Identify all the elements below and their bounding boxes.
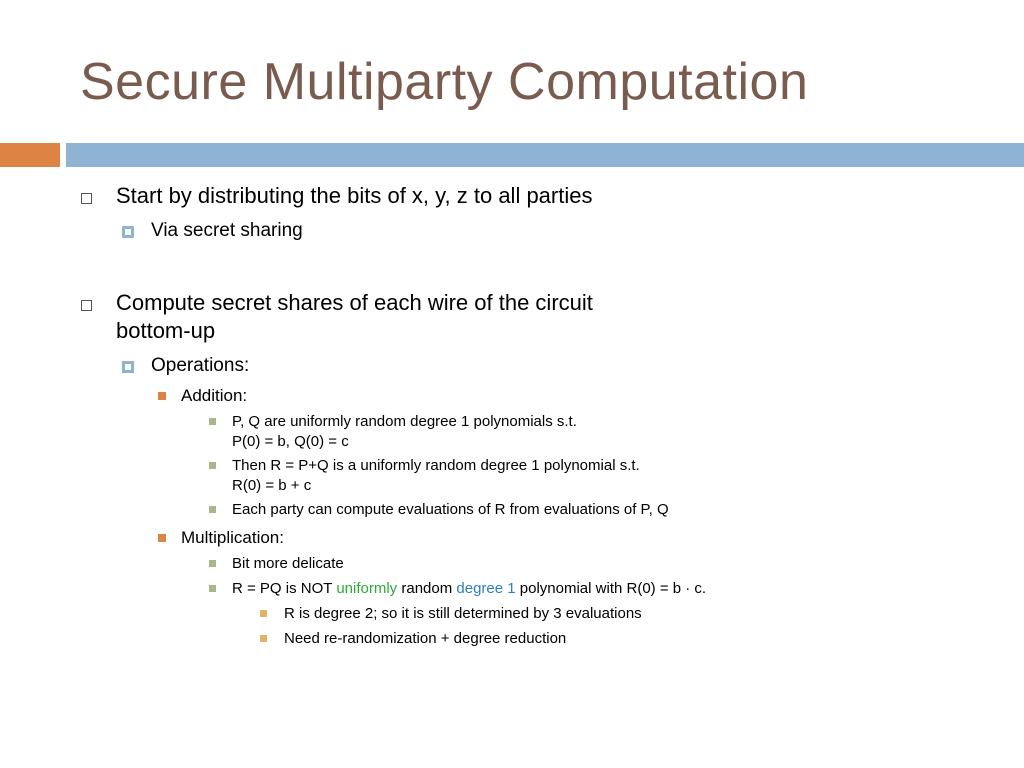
- bullet-addition: Addition:: [181, 386, 248, 405]
- bullet-add-pq-line2: P(0) = b, Q(0) = c: [232, 433, 349, 450]
- olive-square-bullet-icon: [209, 462, 216, 469]
- bullet-secret-sharing: Via secret sharing: [151, 220, 303, 241]
- bullet-mul-not-uniform: [232, 579, 706, 599]
- orange-square-bullet-icon: [158, 534, 166, 542]
- bullet-operations: Operations:: [151, 355, 250, 376]
- bullet-mul-delicate: Bit more delicate: [232, 555, 344, 572]
- bullet-degree-2: R is degree 2; so it is still determined by 3 evaluations: [284, 605, 642, 622]
- title-accent-bar-orange: [0, 143, 60, 167]
- olive-square-bullet-icon: [209, 560, 216, 567]
- hollow-square-bullet-icon: [81, 300, 92, 311]
- gold-square-bullet-icon: [260, 610, 267, 617]
- mul-text-part3: polynomial with R(0) = b · c.: [515, 580, 707, 597]
- olive-square-bullet-icon: [209, 506, 216, 513]
- bullet-compute-shares-line1: Compute secret shares of each wire of the circuit: [116, 290, 593, 315]
- bullet-add-r-line2: R(0) = b + c: [232, 477, 312, 494]
- framed-square-bullet-icon: [122, 361, 134, 373]
- highlight-degree-1: degree 1: [456, 580, 516, 597]
- framed-square-bullet-icon: [122, 226, 134, 238]
- bullet-rerandomization: Need re-randomization + degree reduction: [284, 630, 567, 647]
- bullet-add-pq-line1: P, Q are uniformly random degree 1 polynomials s.t.: [232, 413, 577, 430]
- title-accent-bar-blue: [66, 143, 1024, 167]
- gold-square-bullet-icon: [260, 635, 267, 642]
- mul-text-part1: R = PQ is NOT: [232, 580, 337, 597]
- orange-square-bullet-icon: [158, 392, 166, 400]
- hollow-square-bullet-icon: [81, 193, 92, 204]
- bullet-compute-shares-line2: bottom-up: [116, 318, 216, 343]
- olive-square-bullet-icon: [209, 418, 216, 425]
- bullet-distribute-bits: Start by distributing the bits of x, y, z to all parties: [116, 183, 593, 208]
- bullet-multiplication: Multiplication:: [181, 528, 284, 547]
- slide-title: Secure Multiparty Computation: [80, 53, 809, 111]
- bullet-add-r-line1: Then R = P+Q is a uniformly random degree 1 polynomial s.t.: [232, 457, 640, 474]
- highlight-uniformly: uniformly: [336, 580, 398, 597]
- bullet-add-evaluations: Each party can compute evaluations of R from evaluations of P, Q: [232, 501, 669, 518]
- mul-text-part2: random: [397, 580, 457, 597]
- olive-square-bullet-icon: [209, 585, 216, 592]
